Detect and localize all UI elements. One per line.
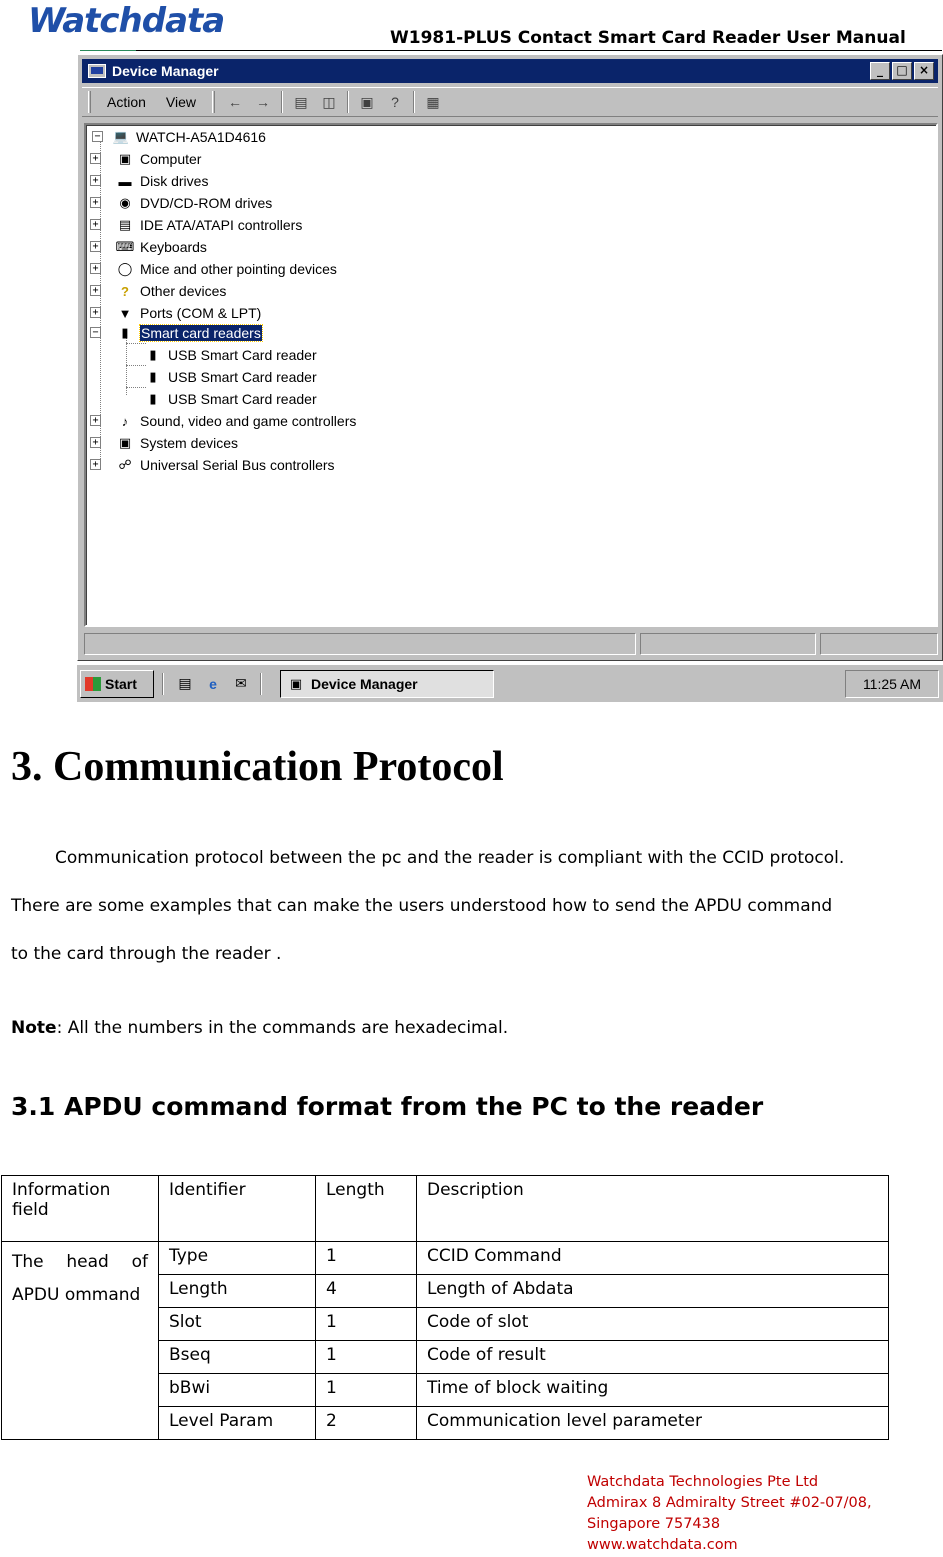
paragraph-line: There are some examples that can make the users understood how to send the APDU command bbox=[11, 896, 833, 916]
up-folder-icon[interactable]: ▤ bbox=[294, 93, 308, 110]
close-button[interactable]: × bbox=[914, 62, 934, 80]
table-cell: Bseq bbox=[159, 1341, 316, 1374]
table-cell: Communication level parameter bbox=[417, 1407, 889, 1440]
note-line bbox=[11, 1018, 508, 1038]
toolbar-grip-2[interactable] bbox=[212, 91, 215, 113]
expand-icon[interactable]: + bbox=[90, 263, 101, 274]
card-reader-device-icon: ▮ bbox=[149, 369, 157, 384]
show-hide-tree-icon[interactable]: ◫ bbox=[322, 93, 336, 110]
tree-line bbox=[126, 343, 146, 344]
table-cell: 1 bbox=[316, 1308, 417, 1341]
dvd-drive-icon: ◉ bbox=[119, 195, 131, 210]
table-cell: 1 bbox=[316, 1341, 417, 1374]
table-cell: Slot bbox=[159, 1308, 316, 1341]
tree-item-label: Mice and other pointing devices bbox=[140, 261, 337, 277]
tree-item-usb-reader-2[interactable] bbox=[144, 367, 317, 387]
status-cell bbox=[84, 633, 636, 655]
task-label: Device Manager bbox=[311, 675, 418, 692]
tree-item-disk-drives[interactable] bbox=[92, 171, 209, 191]
table-group-label: The head of APDU ommand bbox=[2, 1242, 159, 1440]
smart-card-reader-icon: ▮ bbox=[121, 325, 129, 340]
tree-line bbox=[100, 141, 101, 459]
help-icon[interactable]: ? bbox=[391, 94, 399, 110]
tree-root-label: WATCH-A5A1D4616 bbox=[136, 129, 266, 145]
footer-city: Singapore 757438 bbox=[587, 1516, 721, 1532]
menu-toolbar bbox=[82, 87, 938, 117]
windows-flag-icon bbox=[85, 677, 101, 691]
table-cell: 4 bbox=[316, 1275, 417, 1308]
usb-icon: ☍ bbox=[118, 457, 132, 472]
expand-icon[interactable]: + bbox=[90, 437, 101, 448]
footer-street: Admirax 8 Admiralty Street #02-07/08, bbox=[587, 1495, 872, 1511]
device-manager-icon bbox=[88, 64, 106, 78]
footer-website[interactable]: www.watchdata.com bbox=[587, 1537, 738, 1553]
tree-line bbox=[126, 365, 146, 366]
collapse-icon[interactable]: − bbox=[92, 131, 103, 142]
table-cell: Length bbox=[159, 1275, 316, 1308]
taskbar-separator bbox=[260, 673, 262, 695]
expand-icon[interactable]: + bbox=[90, 153, 101, 164]
tree-item-label: System devices bbox=[140, 435, 239, 451]
system-monitor-icon: ▣ bbox=[118, 435, 132, 450]
status-cell bbox=[820, 633, 938, 655]
table-header-cell: Identifier bbox=[159, 1176, 316, 1242]
device-manager-window bbox=[77, 54, 943, 661]
window-title: Device Manager bbox=[112, 63, 219, 79]
system-tray-clock[interactable] bbox=[845, 670, 939, 698]
tree-item-label: Keyboards bbox=[140, 239, 207, 255]
expand-icon[interactable]: + bbox=[90, 175, 101, 186]
outlook-express-icon[interactable]: ✉ bbox=[235, 675, 247, 691]
table-cell: Time of block waiting bbox=[417, 1374, 889, 1407]
paragraph-line: Communication protocol between the pc and the reader is compliant with the CCID protocol. bbox=[55, 848, 845, 868]
menu-action[interactable]: Action bbox=[107, 94, 146, 110]
table-cell: CCID Command bbox=[417, 1242, 889, 1275]
properties-icon[interactable]: ▣ bbox=[360, 93, 374, 110]
paragraph-line: to the card through the reader . bbox=[11, 944, 282, 964]
table-cell: 1 bbox=[316, 1242, 417, 1275]
tree-item-label: Universal Serial Bus controllers bbox=[140, 457, 335, 473]
computer-icon: 💻 bbox=[112, 129, 130, 144]
subsection-heading: 3.1 APDU command format from the PC to the reader bbox=[11, 1092, 764, 1121]
internet-explorer-icon[interactable]: e bbox=[209, 675, 217, 692]
start-label: Start bbox=[105, 675, 137, 692]
card-reader-device-icon: ▮ bbox=[149, 391, 157, 406]
tree-item-label: IDE ATA/ATAPI controllers bbox=[140, 217, 303, 233]
show-desktop-icon[interactable]: ▤ bbox=[178, 675, 192, 691]
start-button[interactable] bbox=[80, 670, 154, 698]
expand-icon[interactable]: + bbox=[90, 459, 101, 470]
window-titlebar bbox=[82, 59, 938, 83]
table-cell: 2 bbox=[316, 1407, 417, 1440]
status-bar bbox=[84, 633, 938, 657]
apdu-format-table bbox=[1, 1175, 889, 1440]
table-cell: Level Param bbox=[159, 1407, 316, 1440]
watchdata-logo: Watchdata bbox=[28, 1, 225, 41]
tree-item-label-selected: Smart card readers bbox=[141, 325, 261, 341]
device-tree bbox=[84, 123, 938, 627]
tree-item-system-devices[interactable] bbox=[92, 433, 239, 453]
table-cell: Code of slot bbox=[417, 1308, 889, 1341]
tree-item-label: USB Smart Card reader bbox=[168, 391, 317, 407]
tree-item-keyboards[interactable] bbox=[92, 237, 207, 257]
tree-item-label: DVD/CD-ROM drives bbox=[140, 195, 273, 211]
tree-item-label: Disk drives bbox=[140, 173, 209, 189]
tree-item-usb-reader-1[interactable] bbox=[144, 345, 317, 365]
scan-hardware-icon[interactable]: ▦ bbox=[426, 93, 440, 110]
table-header-cell: Length bbox=[316, 1176, 417, 1242]
taskbar-device-manager-button[interactable] bbox=[280, 670, 494, 698]
keyboard-icon: ⌨ bbox=[115, 239, 135, 254]
expand-icon[interactable]: + bbox=[90, 219, 101, 230]
note-text: : All the numbers in the commands are hexadecimal. bbox=[56, 1018, 509, 1038]
monitor-icon: ▣ bbox=[118, 151, 132, 166]
tree-item-ide-controllers[interactable] bbox=[92, 215, 303, 235]
port-connector-icon: ▼ bbox=[118, 305, 132, 321]
question-mark-icon: ? bbox=[121, 283, 129, 299]
card-reader-device-icon: ▮ bbox=[149, 347, 157, 362]
taskbar-separator bbox=[162, 673, 164, 695]
toolbar-separator bbox=[347, 91, 349, 113]
table-cell: Code of result bbox=[417, 1341, 889, 1374]
section-heading: 3. Communication Protocol bbox=[11, 744, 504, 790]
expand-icon[interactable]: + bbox=[90, 415, 101, 426]
disk-drive-icon: ▬ bbox=[118, 173, 132, 189]
table-cell: Type bbox=[159, 1242, 316, 1275]
tree-item-label: Other devices bbox=[140, 283, 227, 299]
table-row bbox=[2, 1242, 889, 1275]
tree-item-ports[interactable] bbox=[92, 303, 262, 323]
footer-company: Watchdata Technologies Pte Ltd bbox=[587, 1474, 819, 1490]
forward-arrow-icon[interactable]: → bbox=[256, 94, 271, 110]
header-rule bbox=[136, 50, 942, 51]
taskbar bbox=[77, 664, 943, 702]
table-cell: bBwi bbox=[159, 1374, 316, 1407]
tree-item-computer[interactable] bbox=[92, 149, 202, 169]
tree-item-usb-controllers[interactable] bbox=[92, 455, 335, 475]
expand-icon[interactable]: + bbox=[90, 241, 101, 252]
expand-icon[interactable]: + bbox=[90, 197, 101, 208]
tree-item-label: USB Smart Card reader bbox=[168, 369, 317, 385]
ide-controller-icon: ▤ bbox=[118, 217, 132, 232]
tree-item-label: Ports (COM & LPT) bbox=[140, 305, 262, 321]
device-manager-icon: ▣ bbox=[289, 675, 303, 691]
header-rule-accent bbox=[80, 50, 136, 51]
table-cell: Length of Abdata bbox=[417, 1275, 889, 1308]
table-header-row bbox=[2, 1176, 889, 1242]
status-cell bbox=[640, 633, 816, 655]
tree-item-sound[interactable] bbox=[92, 411, 357, 431]
minimize-button[interactable]: _ bbox=[870, 62, 890, 80]
tree-item-label: Sound, video and game controllers bbox=[140, 413, 357, 429]
table-cell: 1 bbox=[316, 1374, 417, 1407]
tree-item-label: Computer bbox=[140, 151, 202, 167]
collapse-icon[interactable]: − bbox=[90, 327, 101, 338]
table-header-cell: Information field bbox=[2, 1176, 159, 1242]
table-header-cell: Description bbox=[417, 1176, 889, 1242]
tree-item-mice[interactable] bbox=[92, 259, 337, 279]
toolbar-grip[interactable] bbox=[88, 91, 91, 113]
back-arrow-icon[interactable]: ← bbox=[228, 94, 243, 110]
toolbar-separator bbox=[413, 91, 415, 113]
tree-item-usb-reader-3[interactable] bbox=[144, 389, 317, 409]
manual-title: W1981-PLUS Contact Smart Card Reader User Manual bbox=[390, 28, 906, 48]
speaker-icon: ♪ bbox=[121, 413, 129, 429]
footer-address bbox=[587, 1472, 872, 1556]
mouse-icon: ◯ bbox=[117, 261, 133, 276]
tree-root[interactable] bbox=[92, 127, 266, 147]
tree-line bbox=[126, 387, 146, 388]
maximize-button[interactable]: □ bbox=[892, 62, 912, 80]
clock-label: 11:25 AM bbox=[862, 676, 922, 692]
tree-item-smart-card-readers[interactable] bbox=[92, 323, 262, 343]
tree-item-other-devices[interactable] bbox=[92, 281, 227, 301]
toolbar-separator bbox=[281, 91, 283, 113]
tree-item-label: USB Smart Card reader bbox=[168, 347, 317, 363]
expand-icon[interactable]: + bbox=[90, 307, 101, 318]
tree-item-dvd-drives[interactable] bbox=[92, 193, 273, 213]
expand-icon[interactable]: + bbox=[90, 285, 101, 296]
menu-view[interactable]: View bbox=[165, 94, 197, 110]
note-label: Note bbox=[11, 1018, 57, 1038]
